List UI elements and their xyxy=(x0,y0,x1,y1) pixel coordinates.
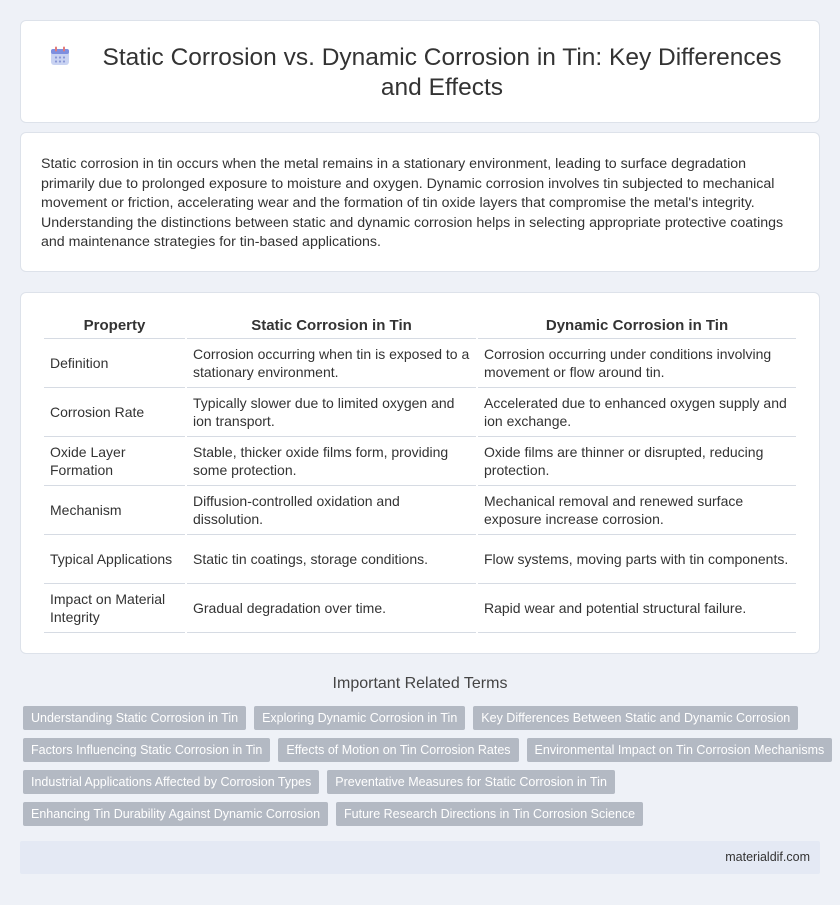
related-terms-list xyxy=(23,706,823,834)
static-cell: Stable, thicker oxide films form, providing some protection. xyxy=(187,437,476,486)
related-term-tag[interactable]: Enhancing Tin Durability Against Dynamic Corrosion xyxy=(23,802,328,826)
comparison-card xyxy=(20,292,820,654)
static-cell: Corrosion occurring when tin is exposed to a stationary environment. xyxy=(187,339,476,388)
property-cell: Corrosion Rate xyxy=(44,388,185,437)
related-term-tag[interactable]: Industrial Applications Affected by Corrosion Types xyxy=(23,770,319,794)
static-cell: Gradual degradation over time. xyxy=(187,584,476,633)
table-row xyxy=(44,584,796,633)
column-header-static: Static Corrosion in Tin xyxy=(187,313,476,339)
dynamic-cell: Accelerated due to enhanced oxygen supply and ion exchange. xyxy=(478,388,796,437)
table-row xyxy=(44,535,796,584)
related-term-tag[interactable]: Effects of Motion on Tin Corrosion Rates xyxy=(278,738,518,762)
intro-paragraph: Static corrosion in tin occurs when the metal remains in a stationary environment, leading to surface degradation primarily due to prolonged exposure to moisture and oxygen. Dynamic corrosion involves tin subjected to mechanical movement or friction, accelerating wear and the formation of tin oxide layers that compromise the metal's integrity. Understanding the distinctions between static and dynamic corrosion helps in selecting appropriate protective coatings and maintenance strategies for tin-based applications. xyxy=(41,156,784,250)
related-term-tag[interactable]: Key Differences Between Static and Dynamic Corrosion xyxy=(473,706,798,730)
related-terms-title: Important Related Terms xyxy=(332,675,508,692)
dynamic-cell: Oxide films are thinner or disrupted, reducing protection. xyxy=(478,437,796,486)
page-title: Static Corrosion vs. Dynamic Corrosion in Tin: Key Differences and Effects xyxy=(102,44,782,101)
tag-row xyxy=(23,802,823,826)
table-row xyxy=(44,486,796,535)
tag-row xyxy=(23,738,823,762)
property-cell: Typical Applications xyxy=(44,535,185,584)
property-cell: Definition xyxy=(44,339,185,388)
title-wrap xyxy=(49,43,801,103)
footer-site-link[interactable]: materialdif.com xyxy=(725,850,810,864)
property-cell: Oxide Layer Formation xyxy=(44,437,185,486)
static-cell: Diffusion-controlled oxidation and dissolution. xyxy=(187,486,476,535)
static-cell: Typically slower due to limited oxygen and ion transport. xyxy=(187,388,476,437)
static-cell: Static tin coatings, storage conditions. xyxy=(187,535,476,584)
table-row xyxy=(44,437,796,486)
related-term-tag[interactable]: Future Research Directions in Tin Corrosion Science xyxy=(336,802,643,826)
column-header-property: Property xyxy=(44,313,185,339)
footer xyxy=(20,841,820,874)
table-header-row xyxy=(44,313,796,339)
dynamic-cell: Mechanical removal and renewed surface exposure increase corrosion. xyxy=(478,486,796,535)
title-card xyxy=(20,20,820,123)
dynamic-cell: Flow systems, moving parts with tin components. xyxy=(478,535,796,584)
tag-row xyxy=(23,706,823,730)
dynamic-cell: Corrosion occurring under conditions involving movement or flow around tin. xyxy=(478,339,796,388)
property-cell: Impact on Material Integrity xyxy=(44,584,185,633)
intro-card xyxy=(20,132,820,272)
related-term-tag[interactable]: Environmental Impact on Tin Corrosion Mechanisms xyxy=(527,738,833,762)
tag-row xyxy=(23,770,823,794)
table-row xyxy=(44,339,796,388)
dynamic-cell: Rapid wear and potential structural failure. xyxy=(478,584,796,633)
comparison-table xyxy=(42,313,798,633)
calendar-icon xyxy=(49,45,71,67)
related-term-tag[interactable]: Preventative Measures for Static Corrosion in Tin xyxy=(327,770,615,794)
related-term-tag[interactable]: Factors Influencing Static Corrosion in Tin xyxy=(23,738,270,762)
related-term-tag[interactable]: Understanding Static Corrosion in Tin xyxy=(23,706,246,730)
table-row xyxy=(44,388,796,437)
related-term-tag[interactable]: Exploring Dynamic Corrosion in Tin xyxy=(254,706,465,730)
property-cell: Mechanism xyxy=(44,486,185,535)
column-header-dynamic: Dynamic Corrosion in Tin xyxy=(478,313,796,339)
